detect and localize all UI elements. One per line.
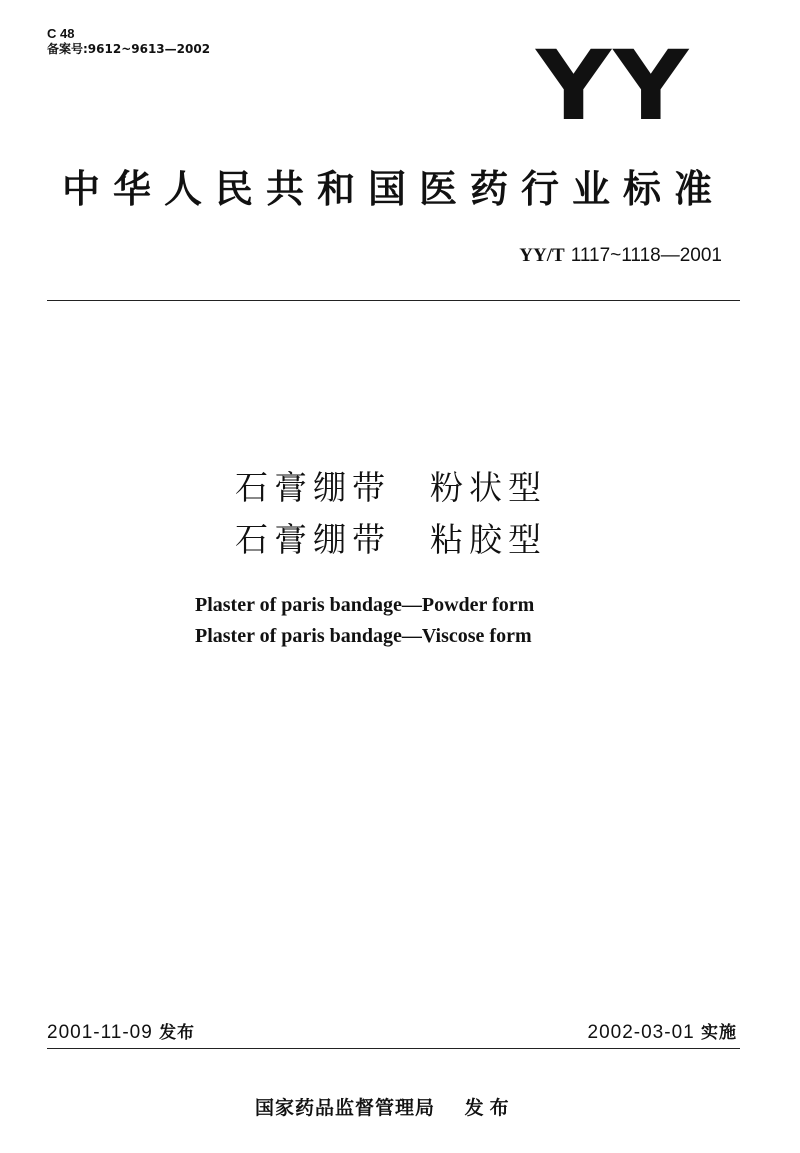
standard-logo: YY (536, 30, 691, 142)
issuer (255, 1096, 515, 1120)
standard-code-prefix: YY/T (519, 245, 565, 266)
standard-code-number: 1117~1118—2001 (570, 245, 722, 266)
issuer-action: 发布 (464, 1097, 515, 1119)
classification-code: C 48 (47, 26, 75, 41)
issue-date (47, 1021, 195, 1045)
issue-date-label: 发布 (159, 1023, 196, 1043)
issuer-name: 国家药品监督管理局 (255, 1097, 436, 1119)
footer-divider (47, 1048, 740, 1049)
standard-category-heading: 中华人民共和国医药行业标准 (62, 167, 726, 211)
issue-date-value: 2001-11-09 (47, 1022, 153, 1043)
title-zh-powder: 石膏绷带 粉状型 (235, 468, 547, 507)
record-number: 备案号:9612~9613—2002 (47, 42, 211, 56)
implementation-date-label: 实施 (701, 1023, 737, 1043)
standard-code (519, 243, 722, 268)
title-en-viscose: Plaster of paris bandage—Viscose form (195, 625, 532, 647)
title-en-powder: Plaster of paris bandage—Powder form (195, 594, 535, 616)
implementation-date-value: 2002-03-01 (587, 1022, 695, 1043)
title-zh-viscose: 石膏绷带 粘胶型 (235, 520, 547, 559)
implementation-date (588, 1021, 737, 1045)
header-divider (47, 300, 740, 301)
